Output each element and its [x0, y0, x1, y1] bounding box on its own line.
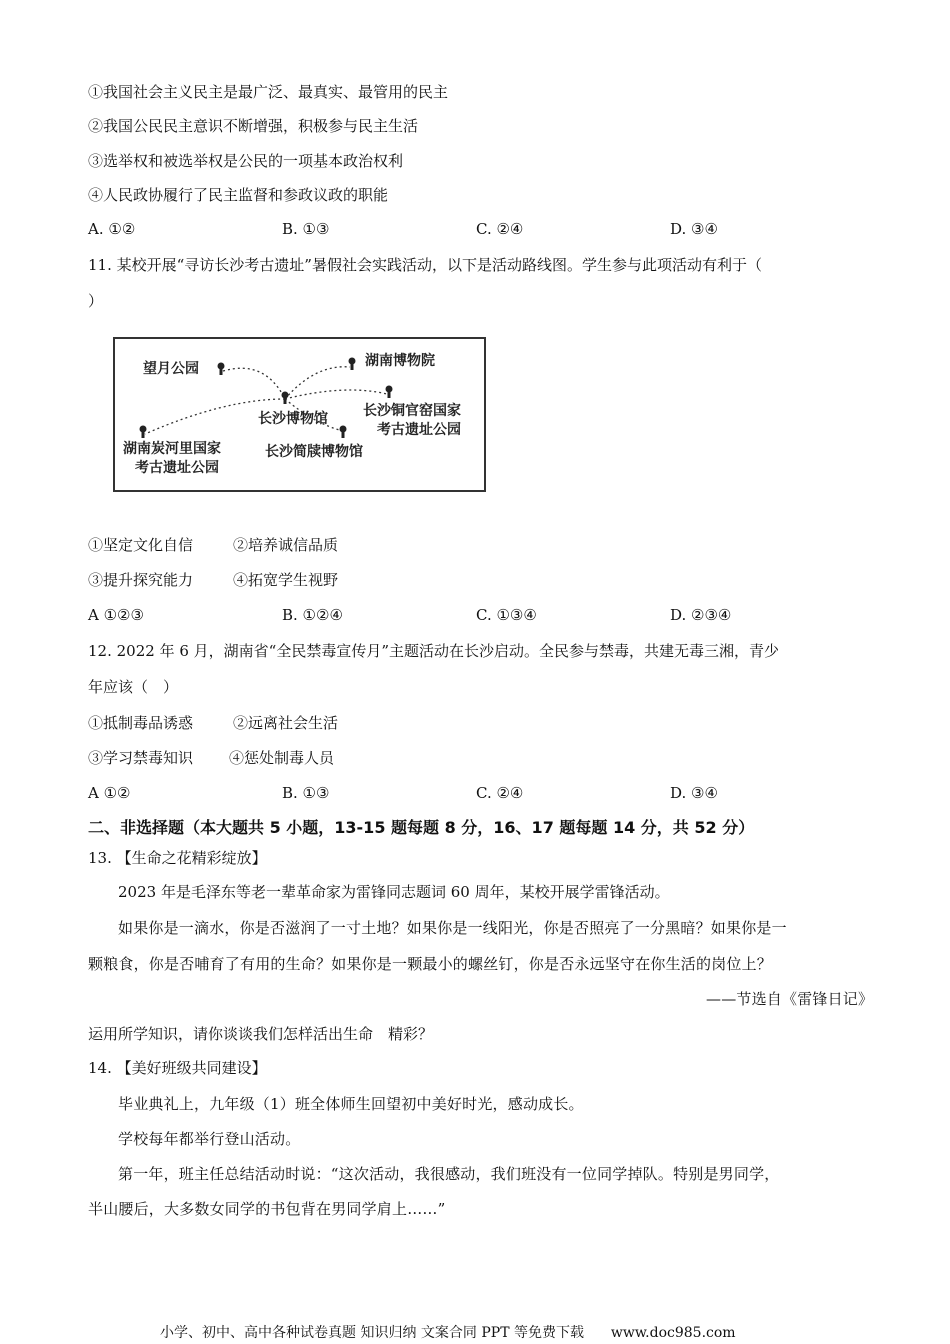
- q13-source: ——节选自《雷锋日记》: [706, 990, 874, 1008]
- map-label-jiandu: 长沙简牍博物馆: [265, 444, 363, 460]
- q11-stem-line1: 11. 某校开展“寻访长沙考古遗址”暑假社会实践活动，以下是活动路线图。学生参与此项活动有利于（: [88, 256, 762, 274]
- q12-item-3: ③学习禁毒知识: [88, 749, 194, 767]
- q12-option-c: C. ②④: [476, 784, 524, 802]
- map-label-tanheli-line1: 湖南炭河里国家: [123, 441, 221, 457]
- map-label-changsha-museum: 长沙博物馆: [258, 411, 328, 427]
- route-tongguan: [285, 390, 387, 399]
- q10-item-3: ③选举权和被选举权是公民的一项基本政治权利: [88, 152, 404, 170]
- q14-para1: 毕业典礼上，九年级（1）班全体师生回望初中美好时光，感动成长。: [118, 1095, 584, 1113]
- map-label-tongguan-line1: 长沙铜官窑国家: [363, 403, 461, 419]
- q11-item-2: ②培养诚信品质: [233, 536, 339, 554]
- q12-item-2: ②远离社会生活: [233, 714, 339, 732]
- map-label-tongguan-line2: 考古遗址公园: [377, 422, 461, 438]
- q12-option-b: B. ①③: [282, 784, 330, 802]
- q14-heading: 14. 【美好班级共同建设】: [88, 1059, 267, 1077]
- q10-item-1: ①我国社会主义民主是最广泛、最真实、最管用的民主: [88, 83, 449, 101]
- q10-item-2: ②我国公民民主意识不断增强，积极参与民主生活: [88, 117, 419, 135]
- q13-para1: 2023 年是毛泽东等老一辈革命家为雷锋同志题词 60 周年，某校开展学雷锋活动。: [118, 883, 670, 901]
- q11-option-b: B. ①②④: [282, 606, 343, 624]
- q11-option-c: C. ①③④: [476, 606, 537, 624]
- pin-hunan-museum-icon: [349, 358, 356, 371]
- q11-option-d: D. ②③④: [670, 606, 732, 624]
- q12-item-1: ①抵制毒品诱惑: [88, 714, 194, 732]
- q13-heading: 13. 【生命之花精彩绽放】: [88, 849, 267, 867]
- q10-option-d: D. ③④: [670, 220, 718, 238]
- q12-item-4: ④惩处制毒人员: [229, 749, 335, 767]
- q11-item-4: ④拓宽学生视野: [233, 571, 339, 589]
- pin-jiandu-icon: [340, 426, 347, 439]
- q10-option-c: C. ②④: [476, 220, 524, 238]
- map-label-hunan-museum: 湖南博物院: [365, 353, 435, 369]
- q10-option-a: A. ①②: [88, 220, 136, 238]
- pin-tongguan-icon: [386, 386, 393, 399]
- q11-stem-line2: ）: [88, 292, 104, 310]
- q11-item-3: ③提升探究能力: [88, 571, 194, 589]
- q12-option-a: A ①②: [88, 784, 131, 802]
- footer-url[interactable]: www.doc985.com: [610, 1325, 736, 1341]
- q14-para2: 学校每年都举行登山活动。: [118, 1130, 301, 1148]
- route-wangyue: [223, 368, 285, 399]
- route-hunan-museum: [285, 367, 350, 399]
- q10-option-b: B. ①③: [282, 220, 330, 238]
- q12-stem-line1: 12. 2022 年 6 月，湖南省“全民禁毒宣传月”主题活动在长沙启动。全民参与禁毒，共建无毒三湘，青少: [88, 642, 779, 660]
- q12-option-d: D. ③④: [670, 784, 718, 802]
- footer-text: 小学、初中、高中各种试卷真题 知识归纳 文案合同 PPT 等免费下载: [160, 1325, 584, 1341]
- footer: [160, 1324, 736, 1342]
- pin-changsha-museum-icon: [282, 392, 289, 405]
- q10-item-4: ④人民政协履行了民主监督和参政议政的职能: [88, 186, 389, 204]
- q13-quote-line2: 颗粮食，你是否哺育了有用的生命？如果你是一颗最小的螺丝钉，你是否永远坚守在你生活的岗位上？: [88, 955, 773, 973]
- route-map: [113, 337, 486, 492]
- q11-option-a: A ①②③: [88, 606, 144, 624]
- map-label-wangyue: 望月公园: [143, 361, 199, 377]
- pin-wangyue-icon: [218, 363, 225, 376]
- q14-para3-line1: 第一年，班主任总结活动时说：“这次活动，我很感动，我们班没有一位同学掉队。特别是男同学，: [118, 1165, 780, 1183]
- q14-para3-line2: 半山腰后，大多数女同学的书包背在男同学肩上……”: [88, 1200, 446, 1218]
- q11-item-1: ①坚定文化自信: [88, 536, 194, 554]
- map-label-tanheli-line2: 考古遗址公园: [135, 460, 219, 476]
- pin-tanheli-icon: [140, 426, 147, 439]
- q13-question: 运用所学知识，请你谈谈我们怎样活出生命 精彩？: [88, 1025, 434, 1043]
- q12-stem-line2: 年应该（ ）: [88, 678, 179, 696]
- section2-title: 二、非选择题（本大题共 5 小题，13-15 题每题 8 分，16、17 题每题 14 分，共 52 分）: [88, 818, 755, 837]
- q13-quote-line1: 如果你是一滴水，你是否滋润了一寸土地？如果你是一线阳光，你是否照亮了一分黑暗？如果你是一: [118, 919, 787, 937]
